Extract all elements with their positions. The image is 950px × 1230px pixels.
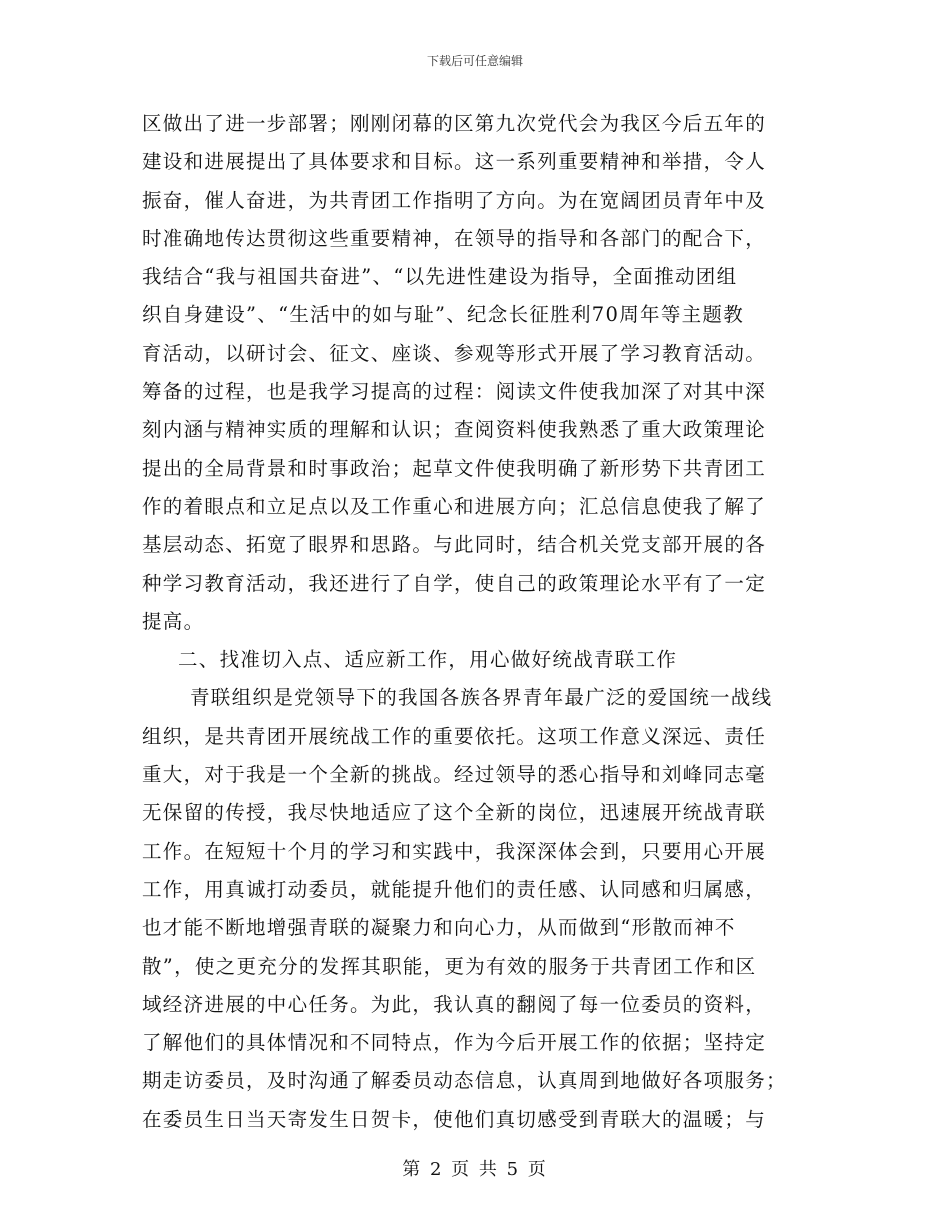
text-line: 我结合“我与祖国共奋进”、“以先进性建设为指导，全面推动团组 <box>142 265 738 289</box>
page-number: 第 2 页 共 5 页 <box>402 1159 548 1180</box>
document-body <box>142 105 812 1139</box>
page-header: 下载后可任意编辑 <box>426 54 523 68</box>
text-line: 工作，用真诚打动委员，就能提升他们的责任感、认同感和归属感， <box>142 877 767 901</box>
text-line: 青联组织是党领导下的我国各族各界青年最广泛的爱国统一战线 <box>190 686 773 710</box>
text-line: 织自身建设”、“生活中的如与耻”、纪念长征胜利70周年等主题教 <box>142 303 745 327</box>
text-line: 也才能不断地增强青联的凝聚力和向心力，从而做到“形散而神不 <box>142 916 736 940</box>
text-line: 无保留的传授，我尽快地适应了这个全新的岗位，迅速展开统战青联 <box>142 801 767 825</box>
section-heading: 二、找准切入点、适应新工作，用心做好统战青联工作 <box>178 648 678 672</box>
text-line: 种学习教育活动，我还进行了自学，使自己的政策理论水平有了一定 <box>142 571 767 595</box>
text-line: 振奋，催人奋进，为共青团工作指明了方向。为在宽阔团员青年中及 <box>142 188 767 212</box>
text-line: 提出的全局背景和时事政治；起草文件使我明确了新形势下共青团工 <box>142 456 767 480</box>
text-line: 基层动态、拓宽了眼界和思路。与此同时，结合机关党支部开展的各 <box>142 533 767 557</box>
text-line: 期走访委员，及时沟通了解委员动态信息，认真周到地做好各项服务； <box>142 1069 787 1093</box>
text-line: 域经济进展的中心任务。为此，我认真的翻阅了每一位委员的资料， <box>142 992 767 1016</box>
text-line: 建设和进展提出了具体要求和目标。这一系列重要精神和举措，令人 <box>142 150 767 174</box>
text-line: 刻内涵与精神实质的理解和认识；查阅资料使我熟悉了重大政策理论 <box>142 418 767 442</box>
text-line: 作的着眼点和立足点以及工作重心和进展方向；汇总信息使我了解了 <box>142 494 767 518</box>
text-line: 时准确地传达贯彻这些重要精神，在领导的指导和各部门的配合下， <box>142 226 767 250</box>
text-line: 了解他们的具体情况和不同特点，作为今后开展工作的依据；坚持定 <box>142 1031 767 1055</box>
text-line: 在委员生日当天寄发生日贺卡，使他们真切感受到青联大的温暖；与 <box>142 1107 767 1131</box>
text-line: 散”，使之更充分的发挥其职能，更为有效的服务于共青团工作和区 <box>142 954 757 978</box>
text-line: 工作。在短短十个月的学习和实践中，我深深体会到，只要用心开展 <box>142 839 767 863</box>
text-line: 组织，是共青团开展统战工作的重要依托。这项工作意义深远、责任 <box>142 724 767 748</box>
text-line: 重大，对于我是一个全新的挑战。经过领导的悉心指导和刘峰同志毫 <box>142 763 767 787</box>
text-line: 提高。 <box>142 609 205 633</box>
text-line: 育活动，以研讨会、征文、座谈、参观等形式开展了学习教育活动。 <box>142 341 767 365</box>
text-line: 筹备的过程，也是我学习提高的过程：阅读文件使我加深了对其中深 <box>142 380 767 404</box>
text-line: 区做出了进一步部署；刚刚闭幕的区第九次党代会为我区今后五年的 <box>142 112 767 135</box>
